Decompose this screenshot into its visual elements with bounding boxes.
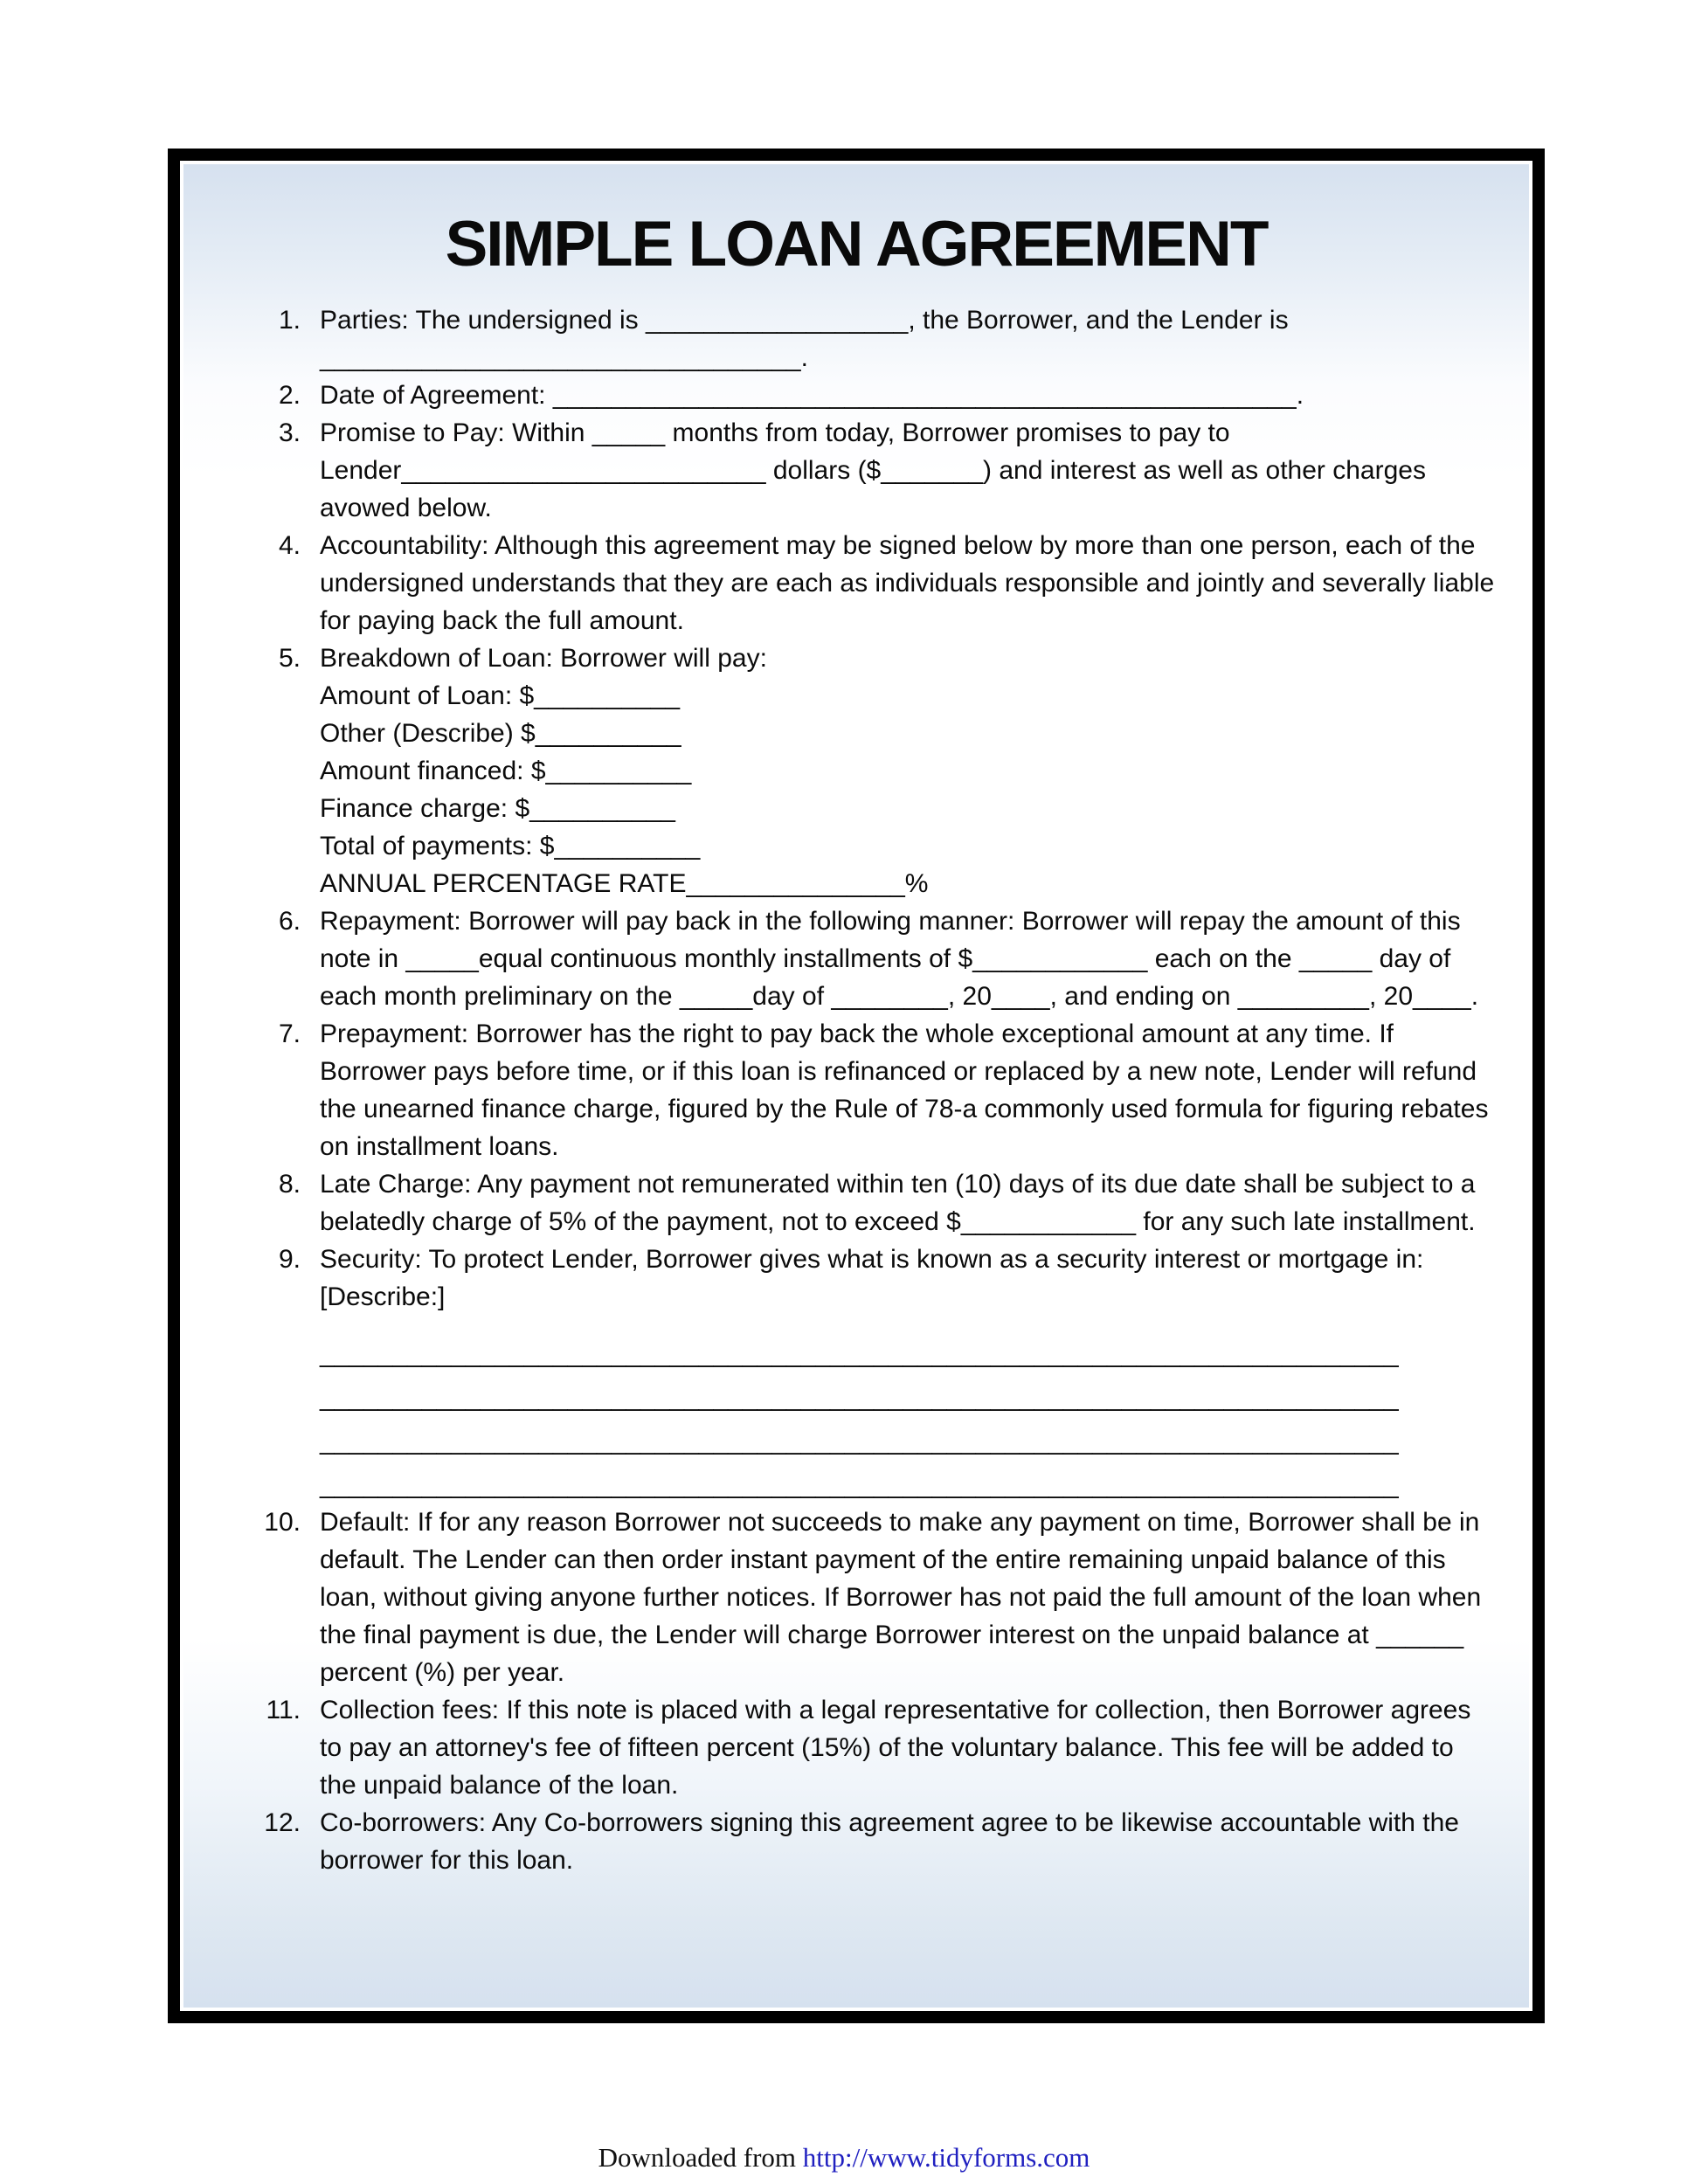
item-number: 3. (278, 418, 301, 447)
footer (0, 2142, 1688, 2174)
blank-line: __________________________________________________________________________ (320, 1339, 1399, 1368)
item-text: Default: If for any reason Borrower not succeeds to make any payment on time, Borrower shall be in default. The Lender can then order instant payment of the entire remaining unpaid balance of this loan, without giving anyone further notices. If Borrower has not paid the full amount of the loan when the final payment is due, the Lender will charge Borrower interest on the unpaid balance at ______ percent (%) per year. (320, 1508, 1482, 1687)
footer-prefix: Downloaded from (598, 2142, 803, 2173)
item-number: 4. (278, 531, 301, 560)
item-promise-to-pay (260, 414, 1496, 527)
item-repayment (260, 902, 1496, 1015)
item-text: Repayment: Borrower will pay back in the following manner: Borrower will repay the amount of this note in _____equal continuous monthly installments of $____________ each on the _____ day of each month preliminary on the _____day of ________, 20____, and ending on _________, 20____. (320, 907, 1479, 1011)
item-number: 12. (264, 1808, 301, 1837)
document-title: SIMPLE LOAN AGREEMENT (445, 209, 1268, 280)
breakdown-amount-financed: Amount financed: $__________ (320, 757, 692, 785)
item-text: Late Charge: Any payment not remunerated within ten (10) days of its due date shall be subject to a belatedly charge of 5% of the payment, not to exceed $____________ for any such late installment. (320, 1170, 1476, 1236)
item-number: 2. (278, 381, 301, 410)
item-prepayment (260, 1015, 1496, 1165)
item-text: Date of Agreement: ___________________________________________________. (320, 381, 1304, 410)
breakdown-total-of-payments: Total of payments: $__________ (320, 832, 701, 860)
item-text: Collection fees: If this note is placed with a legal representative for collection, then Borrower agrees to pay an attorney's fee of fifteen percent (15%) of the voluntary balance. This fee will be added to the unpaid balance of the loan. (320, 1696, 1471, 1800)
blank-line: __________________________________________________________________________ (320, 1383, 1399, 1412)
item-collection-fees (260, 1691, 1496, 1804)
item-accountability (260, 527, 1496, 639)
item-text: Promise to Pay: Within _____ months from today, Borrower promises to pay to Lender_________________________ dollars ($_______) and interest as well as other charges avowed below. (320, 418, 1426, 522)
security-intro: Security: To protect Lender, Borrower gives what is known as a security interest or mortgage in: (320, 1245, 1424, 1274)
item-text: Parties: The undersigned is __________________, the Borrower, and the Lender is _________________________________. (320, 306, 1289, 372)
item-number: 9. (278, 1245, 301, 1274)
clause-list (183, 301, 1529, 1879)
item-number: 7. (278, 1019, 301, 1048)
item-parties (260, 301, 1496, 377)
item-number: 10. (264, 1508, 301, 1537)
breakdown-amount-of-loan: Amount of Loan: $__________ (320, 681, 681, 710)
breakdown-intro: Breakdown of Loan: Borrower will pay: (320, 644, 767, 673)
item-text (320, 1241, 1496, 1503)
document-frame (168, 149, 1545, 2023)
item-number: 6. (278, 907, 301, 936)
item-security (260, 1241, 1496, 1503)
item-date-of-agreement (260, 377, 1496, 414)
item-breakdown-of-loan (260, 639, 1496, 902)
item-number: 8. (278, 1170, 301, 1199)
document-page (180, 161, 1532, 2011)
item-default (260, 1503, 1496, 1691)
blank-line: __________________________________________________________________________ (320, 1427, 1399, 1455)
footer-link[interactable]: http://www.tidyforms.com (802, 2142, 1090, 2173)
blank-line: __________________________________________________________________________ (320, 1470, 1399, 1499)
item-co-borrowers (260, 1804, 1496, 1879)
item-number: 11. (266, 1696, 301, 1724)
security-describe-label: [Describe:] (320, 1282, 446, 1311)
item-text: Prepayment: Borrower has the right to pay back the whole exceptional amount at any time. If Borrower pays before time, or if this loan is refinanced or replaced by a new note, Lender will refund the unearned finance charge, figured by the Rule of 78-a commonly used formula for figuring rebates on installment loans. (320, 1019, 1489, 1161)
item-late-charge (260, 1165, 1496, 1241)
item-number: 5. (278, 644, 301, 673)
item-text: Co-borrowers: Any Co-borrowers signing this agreement agree to be likewise accountable with the borrower for this loan. (320, 1808, 1459, 1875)
item-number: 1. (278, 306, 301, 335)
item-text: Accountability: Although this agreement may be signed below by more than one person, each of the undersigned understands that they are each as individuals responsible and jointly and severally liable for paying back the full amount. (320, 531, 1495, 635)
item-text (320, 639, 1496, 902)
security-blank-lines (320, 1335, 1496, 1503)
breakdown-finance-charge: Finance charge: $__________ (320, 794, 675, 823)
breakdown-annual-percentage-rate: ANNUAL PERCENTAGE RATE_______________% (320, 869, 929, 898)
breakdown-other: Other (Describe) $__________ (320, 719, 681, 748)
